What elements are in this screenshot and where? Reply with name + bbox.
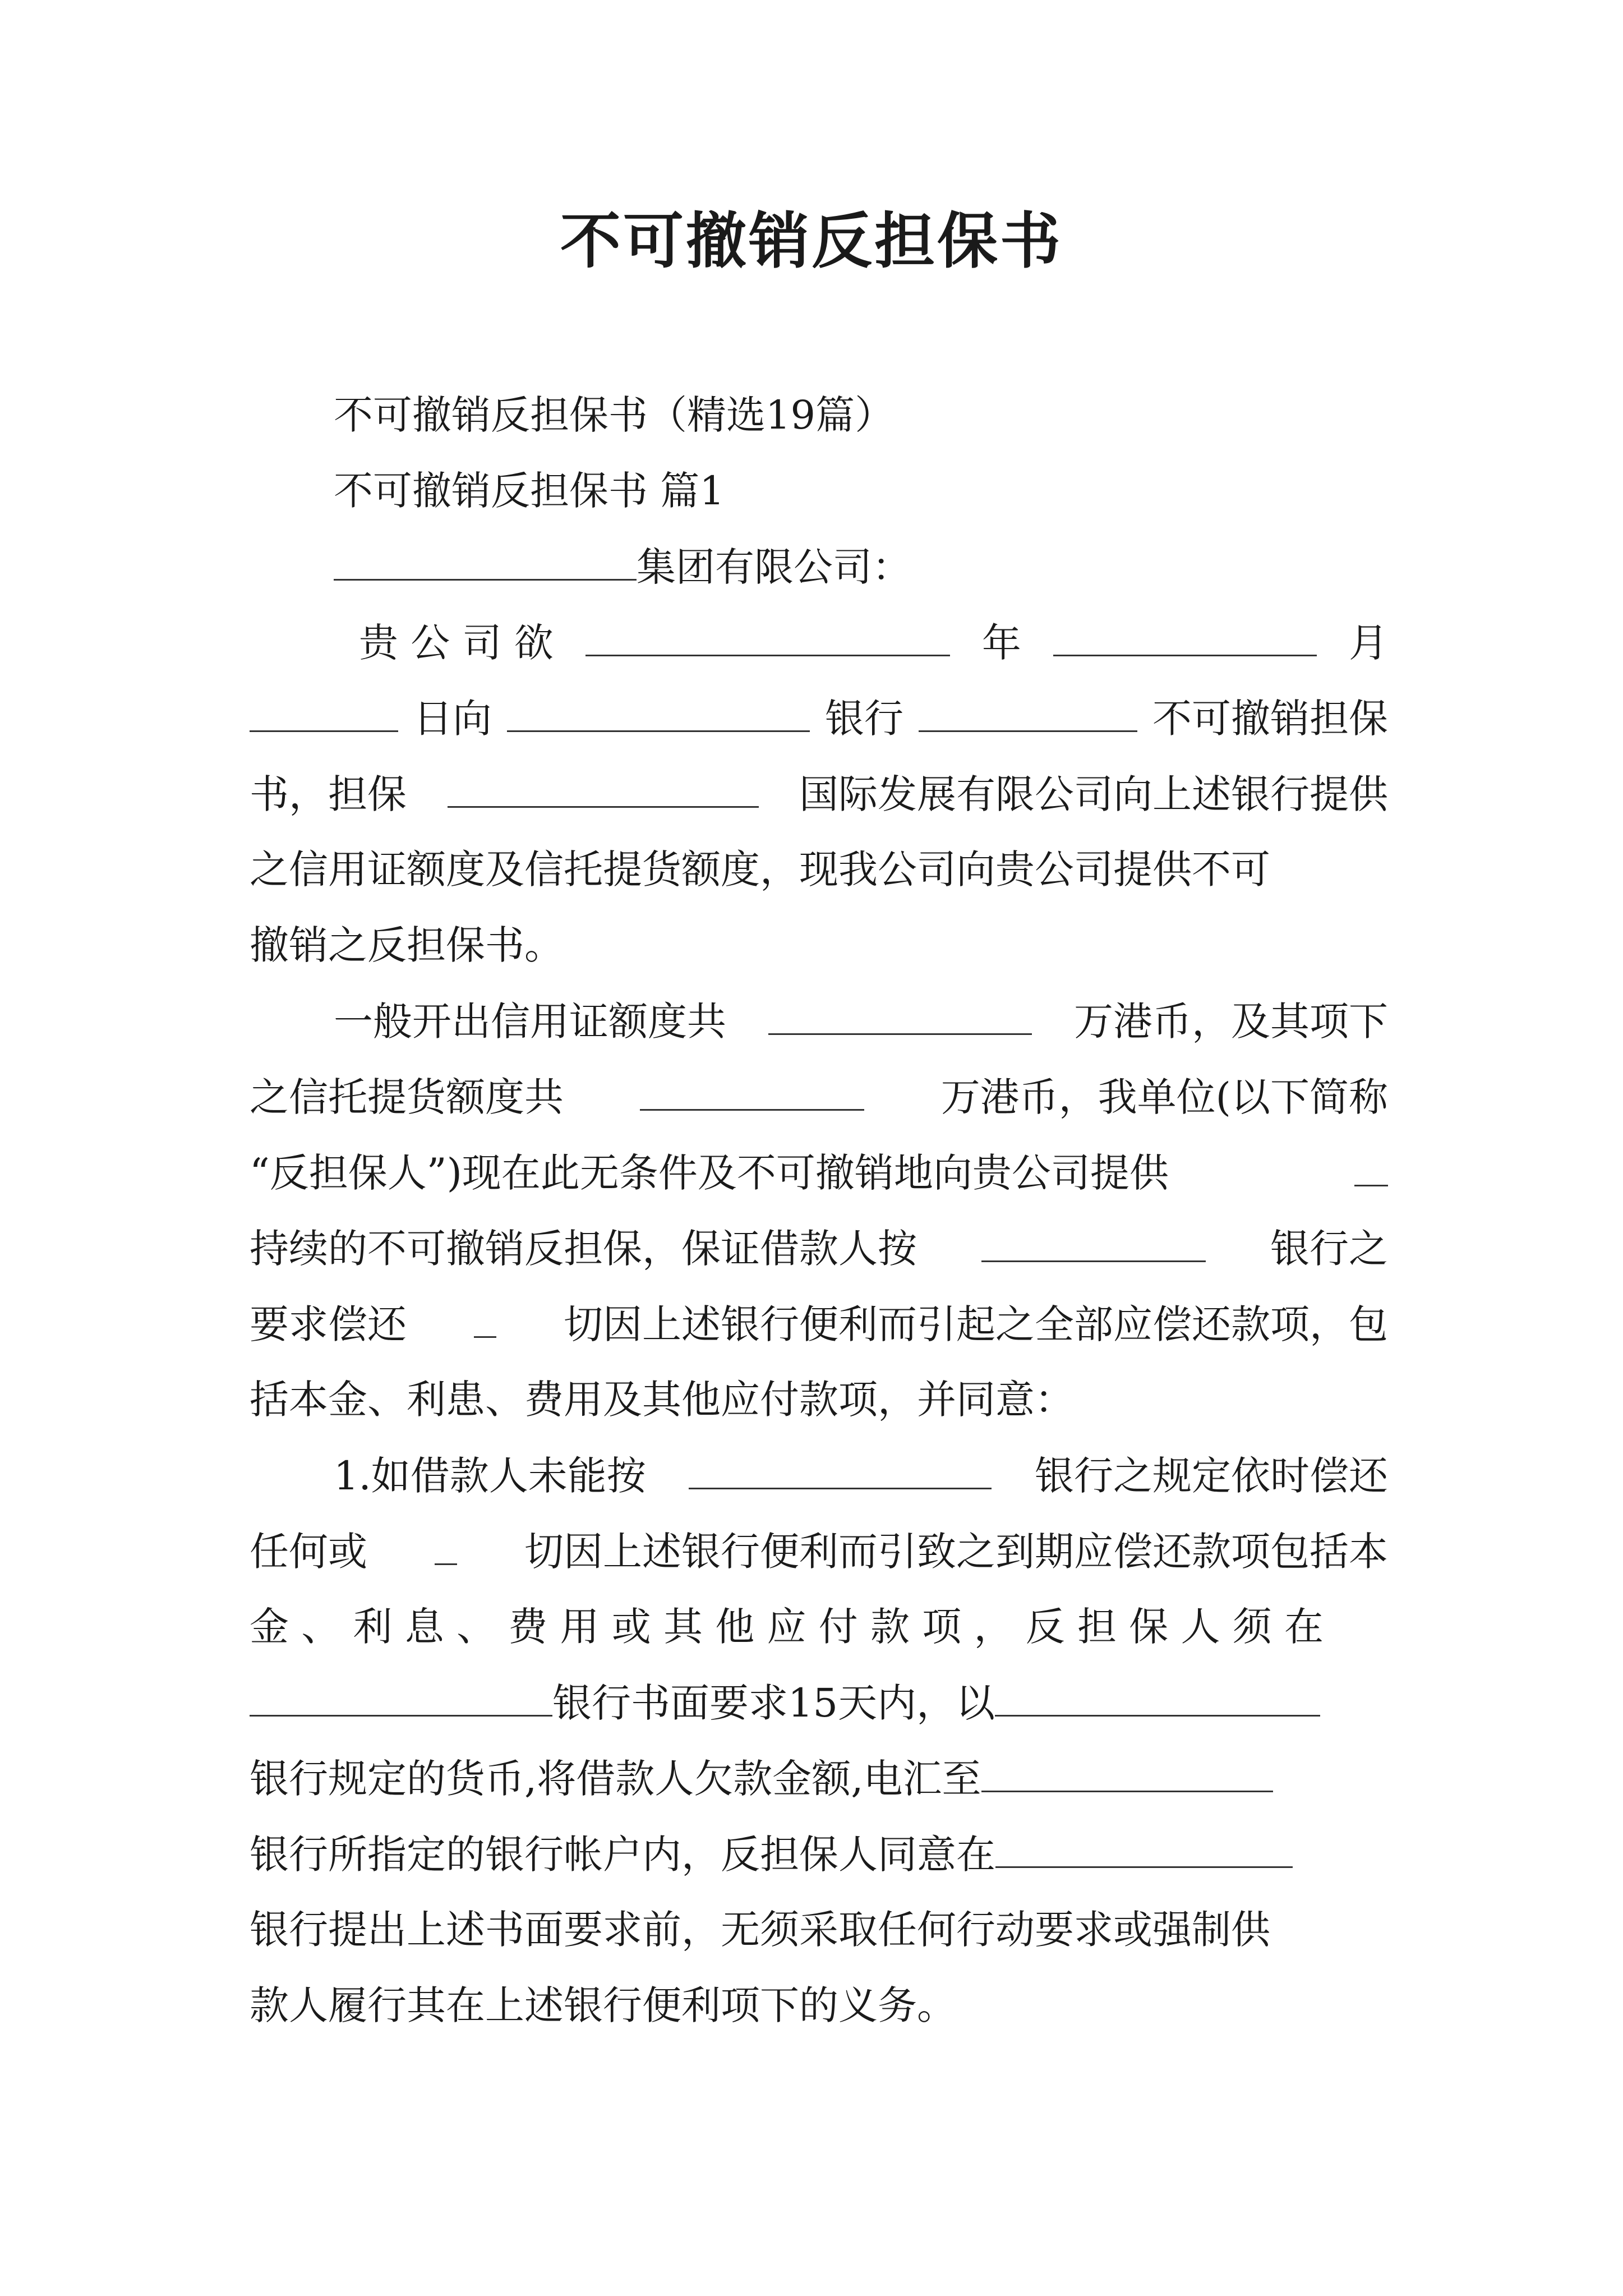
section-heading: 不可撤销反担保书 篇1	[334, 468, 725, 514]
blank-field[interactable]	[507, 690, 810, 732]
paragraph-2-line-3	[250, 1144, 1388, 1201]
text-segment: 1.如借款人未能按	[334, 1453, 646, 1499]
paragraph-3-line-6	[250, 1826, 1293, 1883]
text-segment: 要求偿还	[250, 1301, 407, 1347]
blank-field[interactable]	[689, 1447, 992, 1489]
text-segment: 年	[981, 620, 1021, 666]
text-segment: “反担保人”)现在此无条件及不可撤销地向贵公司提供	[250, 1150, 1169, 1196]
paragraph-1-line-4	[250, 841, 1388, 898]
paragraph-3-line-8: 款人履行其在上述银行便利项下的义务。	[250, 1982, 956, 2028]
text-segment: 银行之规定依时偿还	[1034, 1453, 1388, 1499]
text-segment: 一般开出信用证额度共	[334, 999, 726, 1045]
blank-field[interactable]	[334, 539, 637, 581]
paragraph-1-line-2	[250, 690, 1388, 747]
paragraph-3-line-7	[250, 1902, 1388, 1958]
text-segment: 持续的不可撤销反担保，保证借款人按	[250, 1226, 917, 1272]
text-segment: 月	[1348, 620, 1388, 666]
blank-field[interactable]	[640, 1069, 864, 1111]
paragraph-1-line-3	[250, 766, 1388, 822]
document-subtitle: 不可撤销反担保书（精选19篇）	[334, 392, 895, 438]
paragraph-1-line-5: 撤销之反担保书。	[250, 922, 564, 968]
text-segment: 银行之	[1270, 1226, 1388, 1272]
text-segment: 不可撤销担保	[1152, 696, 1388, 742]
blank-field[interactable]	[981, 1750, 1273, 1792]
paragraph-3-line-1	[334, 1447, 1388, 1504]
blank-field[interactable]	[1354, 1144, 1388, 1186]
document-title: 不可撤销反担保书	[560, 206, 1063, 277]
blank-field[interactable]	[448, 766, 759, 808]
blank-field[interactable]	[919, 690, 1137, 732]
addressee-line	[334, 539, 911, 595]
text-segment: 之信托提货额度共	[250, 1074, 564, 1120]
blank-field[interactable]	[995, 1674, 1320, 1717]
text-segment: 银行所指定的银行帐户内，反担保人同意在	[250, 1832, 995, 1878]
text-segment: 万港币，及其项下	[1074, 999, 1388, 1045]
blank-field[interactable]	[1053, 614, 1317, 656]
paragraph-3-line-3	[250, 1599, 1388, 1655]
text-segment: 日向	[413, 696, 492, 742]
blank-field[interactable]	[250, 1674, 552, 1717]
text-segment: 万港币，我单位(以下简称	[940, 1074, 1388, 1120]
text-segment: 银行提出上述书面要求前，无须采取任何行动要求或强制供	[250, 1907, 1270, 1953]
blank-field[interactable]	[435, 1523, 457, 1565]
text-segment: 银行规定的货币,将借款人欠款金额,电汇至	[250, 1756, 981, 1802]
paragraph-2-line-2	[250, 1069, 1388, 1125]
blank-field[interactable]	[585, 614, 950, 656]
paragraph-2-line-1	[334, 993, 1388, 1050]
text-segment: 贵 公 司 欲	[359, 620, 554, 666]
blank-field[interactable]	[995, 1826, 1293, 1868]
blank-field[interactable]	[250, 690, 398, 732]
paragraph-2-line-5	[250, 1296, 1388, 1352]
paragraph-3-line-5	[250, 1750, 1273, 1807]
paragraph-3-line-2	[250, 1523, 1388, 1580]
blank-field[interactable]	[981, 1220, 1206, 1262]
text-segment: 金 、 利 息 、 费 用 或 其 他 应 付 款 项 ， 反 担 保 人 须 在	[250, 1604, 1324, 1650]
paragraph-2-line-4	[250, 1220, 1388, 1277]
text-segment: 之信用证额度及信托提货额度，现我公司向贵公司提供不可	[250, 846, 1270, 892]
paragraph-3-line-4	[250, 1674, 1320, 1731]
paragraph-2-line-6: 括本金、利患、费用及其他应付款项，并同意：	[250, 1377, 1074, 1423]
blank-field[interactable]	[474, 1296, 496, 1338]
text-segment: 任何或	[250, 1529, 367, 1575]
text-segment: 银行	[825, 696, 903, 742]
text-segment: 切因上述银行便利而引致之到期应偿还款项包括本	[524, 1529, 1388, 1575]
text-segment: 银行书面要求15天内，以	[552, 1680, 995, 1726]
text-segment: 书，担保	[250, 771, 407, 817]
text-segment: 国际发展有限公司向上述银行提供	[799, 771, 1388, 817]
addressee-text: 集团有限公司：	[637, 544, 911, 590]
paragraph-1-line-1	[359, 614, 1388, 671]
blank-field[interactable]	[768, 993, 1032, 1035]
text-segment: 切因上述银行便利而引起之全部应偿还款项，包	[564, 1301, 1388, 1347]
